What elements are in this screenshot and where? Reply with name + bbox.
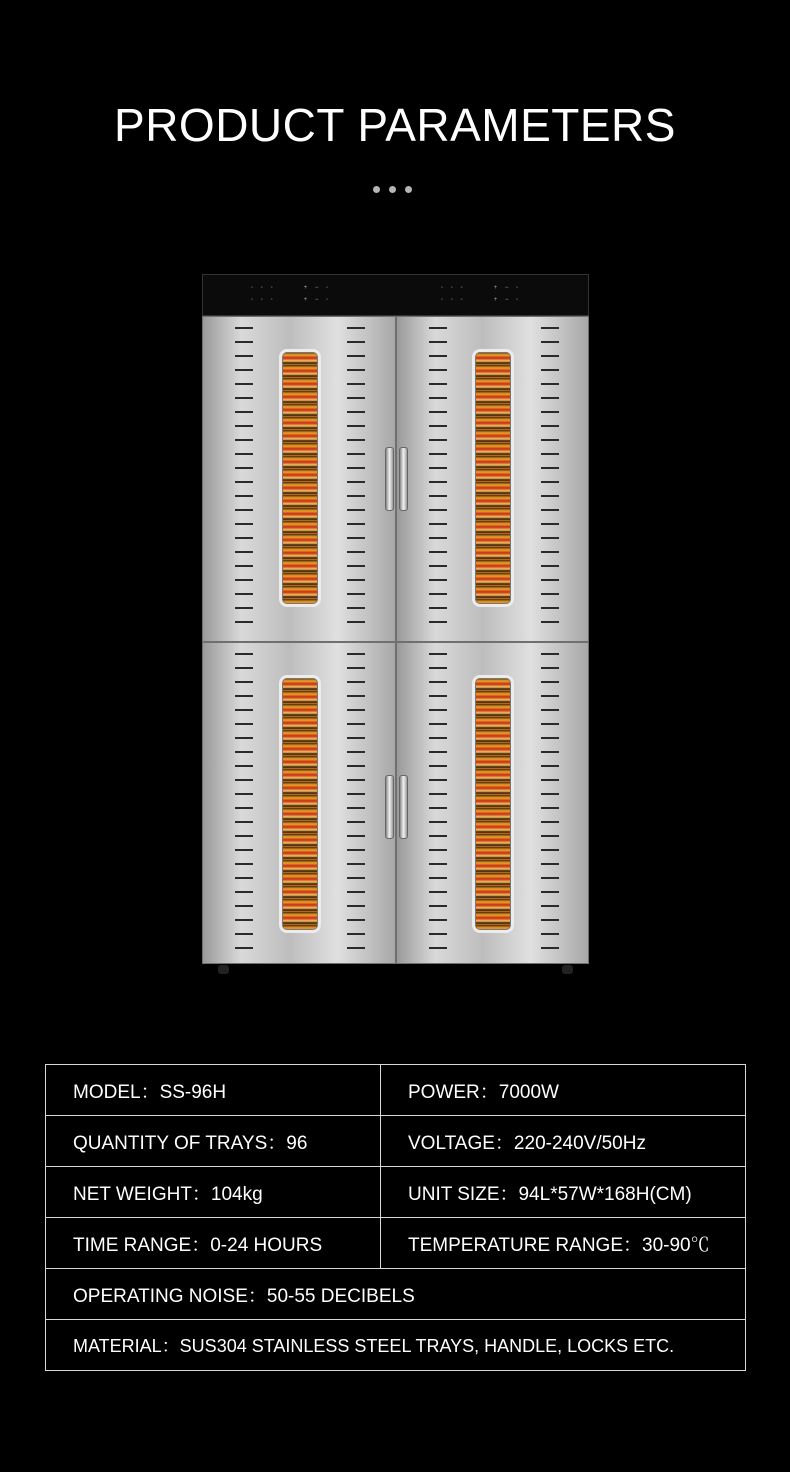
tray-window <box>472 675 514 933</box>
table-row <box>46 1065 746 1116</box>
door-handle <box>385 447 394 511</box>
door-bottom-right <box>396 642 589 964</box>
param-material: MATERIAL：SUS304 STAINLESS STEEL TRAYS, HANDLE, LOCKS ETC. <box>46 1320 746 1371</box>
param-power: POWER：7000W <box>381 1065 746 1116</box>
table-row <box>46 1320 746 1371</box>
vents <box>541 327 559 635</box>
table-row <box>46 1218 746 1269</box>
dot <box>389 186 396 193</box>
control-buttons-left: ◦ ◦ ◦ + − ◦ ◦ ◦ ◦ + − ◦ <box>251 285 332 303</box>
page-title: PRODUCT PARAMETERS <box>114 99 676 151</box>
table-row <box>46 1167 746 1218</box>
door-bottom-left <box>202 642 396 964</box>
param-unit-size: UNIT SIZE：94L*57W*168H(CM) <box>381 1167 746 1218</box>
vents <box>235 327 253 635</box>
param-trays: QUANTITY OF TRAYS：96 <box>46 1116 381 1167</box>
vents <box>541 653 559 961</box>
vents <box>429 653 447 961</box>
dot <box>405 186 412 193</box>
dot <box>373 186 380 193</box>
tray-window <box>472 349 514 607</box>
caster-wheel <box>562 965 573 974</box>
vents <box>235 653 253 961</box>
vents <box>347 653 365 961</box>
food-dehydrator-illustration <box>202 274 589 974</box>
table-row <box>46 1269 746 1320</box>
door-top-left <box>202 316 396 642</box>
param-net-weight: NET WEIGHT：104kg <box>46 1167 381 1218</box>
dots-divider <box>373 186 417 194</box>
param-operating-noise: OPERATING NOISE：50-55 DECIBELS <box>46 1269 746 1320</box>
door-handle <box>385 775 394 839</box>
param-time-range: TIME RANGE：0-24 HOURS <box>46 1218 381 1269</box>
vents <box>347 327 365 635</box>
door-handle <box>399 775 408 839</box>
param-voltage: VOLTAGE：220-240V/50Hz <box>381 1116 746 1167</box>
control-buttons-right: ◦ ◦ ◦ + − ◦ ◦ ◦ ◦ + − ◦ <box>441 285 522 303</box>
param-temperature-range: TEMPERATURE RANGE：30-90℃ <box>381 1218 746 1269</box>
caster-wheel <box>218 965 229 974</box>
door-top-right <box>396 316 589 642</box>
param-model: MODEL：SS-96H <box>46 1065 381 1116</box>
parameters-table <box>45 1064 746 1371</box>
table-row <box>46 1116 746 1167</box>
tray-window <box>279 675 321 933</box>
tray-window <box>279 349 321 607</box>
control-panel <box>202 274 589 316</box>
vents <box>429 327 447 635</box>
door-handle <box>399 447 408 511</box>
